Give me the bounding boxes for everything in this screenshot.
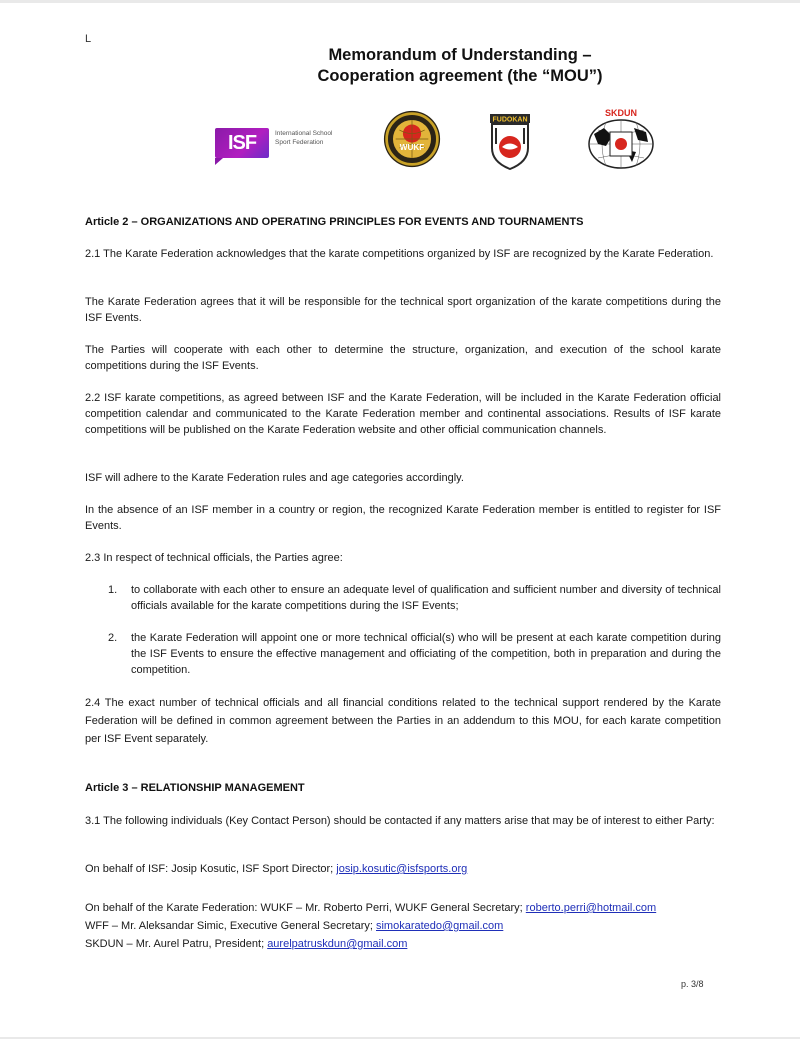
wukf-contact-email-link[interactable]: roberto.perri@hotmail.com: [525, 902, 657, 914]
logo-strip: [210, 108, 670, 178]
article-3-heading: Article 3 – RELATIONSHIP MANAGEMENT: [85, 782, 305, 794]
document-title: [250, 45, 670, 87]
paragraph-2-4: 2.4 The exact number of technical officials and all financial conditions related to the technical support rendered by the Karate Federation will be defined in common agreement between the Parties in an addendum to this MOU, for each karate competition per ISF Event separately.: [85, 697, 721, 745]
wff-contact-line: WFF – Mr. Aleksandar Simic, Executive General Secretary; simokaratedo@gmail.com: [85, 920, 504, 932]
paragraph-2-2: 2.2 ISF karate competitions, as agreed between ISF and the Karate Federation, will be included in the Karate Federation official competition calendar and communicated to the Karate Federation member and continental associations. Results of ISF karate competitions will be published on the Karate Federation website and other official communication channels.: [85, 392, 721, 436]
page-top-edge: [0, 0, 800, 3]
isf-logo-text: International School Sport Federation: [275, 130, 333, 146]
paragraph-adherence: ISF will adhere to the Karate Federation rules and age categories accordingly.: [85, 472, 464, 484]
paragraph-responsibility: The Karate Federation agrees that it will be responsible for the technical sport organization of the karate competitions during the ISF Events.: [85, 296, 721, 324]
federation-contacts: [85, 899, 721, 953]
paragraph-cooperation: The Parties will cooperate with each other to determine the structure, organization, and execution of the school karate competitions during the ISF Events.: [85, 344, 721, 372]
isf-logo: [215, 126, 345, 166]
skdun-logo-icon: [586, 106, 656, 170]
list-text: the Karate Federation will appoint one or more technical official(s) who will be present at each karate competition during the ISF Events to ensure the effective management and officiating of the competition, both in preparation and during the competition.: [131, 632, 721, 676]
page-number: p. 3/8: [681, 979, 704, 989]
paragraph-3-1: 3.1 The following individuals (Key Contact Person) should be contacted if any matters arise that may be of interest to either Party:: [85, 815, 715, 827]
isf-contact-email-link[interactable]: josip.kosutic@isfsports.org: [336, 863, 468, 875]
fudokan-label: FUDOKAN: [492, 116, 528, 124]
list-text: to collaborate with each other to ensure an adequate level of qualification and sufficient number and diversity of technical officials available for the karate competitions during the ISF Events;: [131, 584, 721, 612]
list-item-2: [108, 630, 721, 678]
list-number: 2.: [108, 632, 118, 644]
corner-mark: L: [85, 33, 92, 45]
wff-contact-email-link[interactable]: simokaratedo@gmail.com: [375, 920, 504, 932]
paragraph-2-1: 2.1 The Karate Federation acknowledges that the karate competitions organized by ISF are recognized by the Karate Federation.: [85, 248, 714, 260]
wukf-contact-line: On behalf of the Karate Federation: WUKF – Mr. Roberto Perri, WUKF General Secretary; roberto.perri@hotmail.com: [85, 902, 657, 914]
isf-contact-line: On behalf of ISF: Josip Kosutic, ISF Sport Director; josip.kosutic@isfsports.org: [85, 863, 468, 875]
list-item-1: [108, 582, 721, 614]
wukf-logo-icon: [380, 110, 444, 168]
fudokan-logo-icon: [488, 114, 532, 170]
article-2-heading: Article 2 – ORGANIZATIONS AND OPERATING PRINCIPLES FOR EVENTS AND TOURNAMENTS: [85, 216, 584, 228]
list-number: 1.: [108, 584, 118, 596]
paragraph-2-3: 2.3 In respect of technical officials, the Parties agree:: [85, 552, 343, 564]
skdun-contact-email-link[interactable]: aurelpatruskdun@gmail.com: [267, 938, 408, 950]
wukf-label: WUKF: [399, 142, 425, 152]
isf-badge-icon: ISF: [215, 128, 269, 158]
title-line-1: Memorandum of Understanding –: [328, 46, 592, 64]
title-line-2: Cooperation agreement (the “MOU”): [317, 67, 603, 85]
skdun-contact-line: SKDUN – Mr. Aurel Patru, President; aurelpatruskdun@gmail.com: [85, 938, 408, 950]
paragraph-absence: In the absence of an ISF member in a country or region, the recognized Karate Federation member is entitled to register for ISF Events.: [85, 504, 721, 532]
skdun-label: SKDUN: [604, 108, 638, 118]
